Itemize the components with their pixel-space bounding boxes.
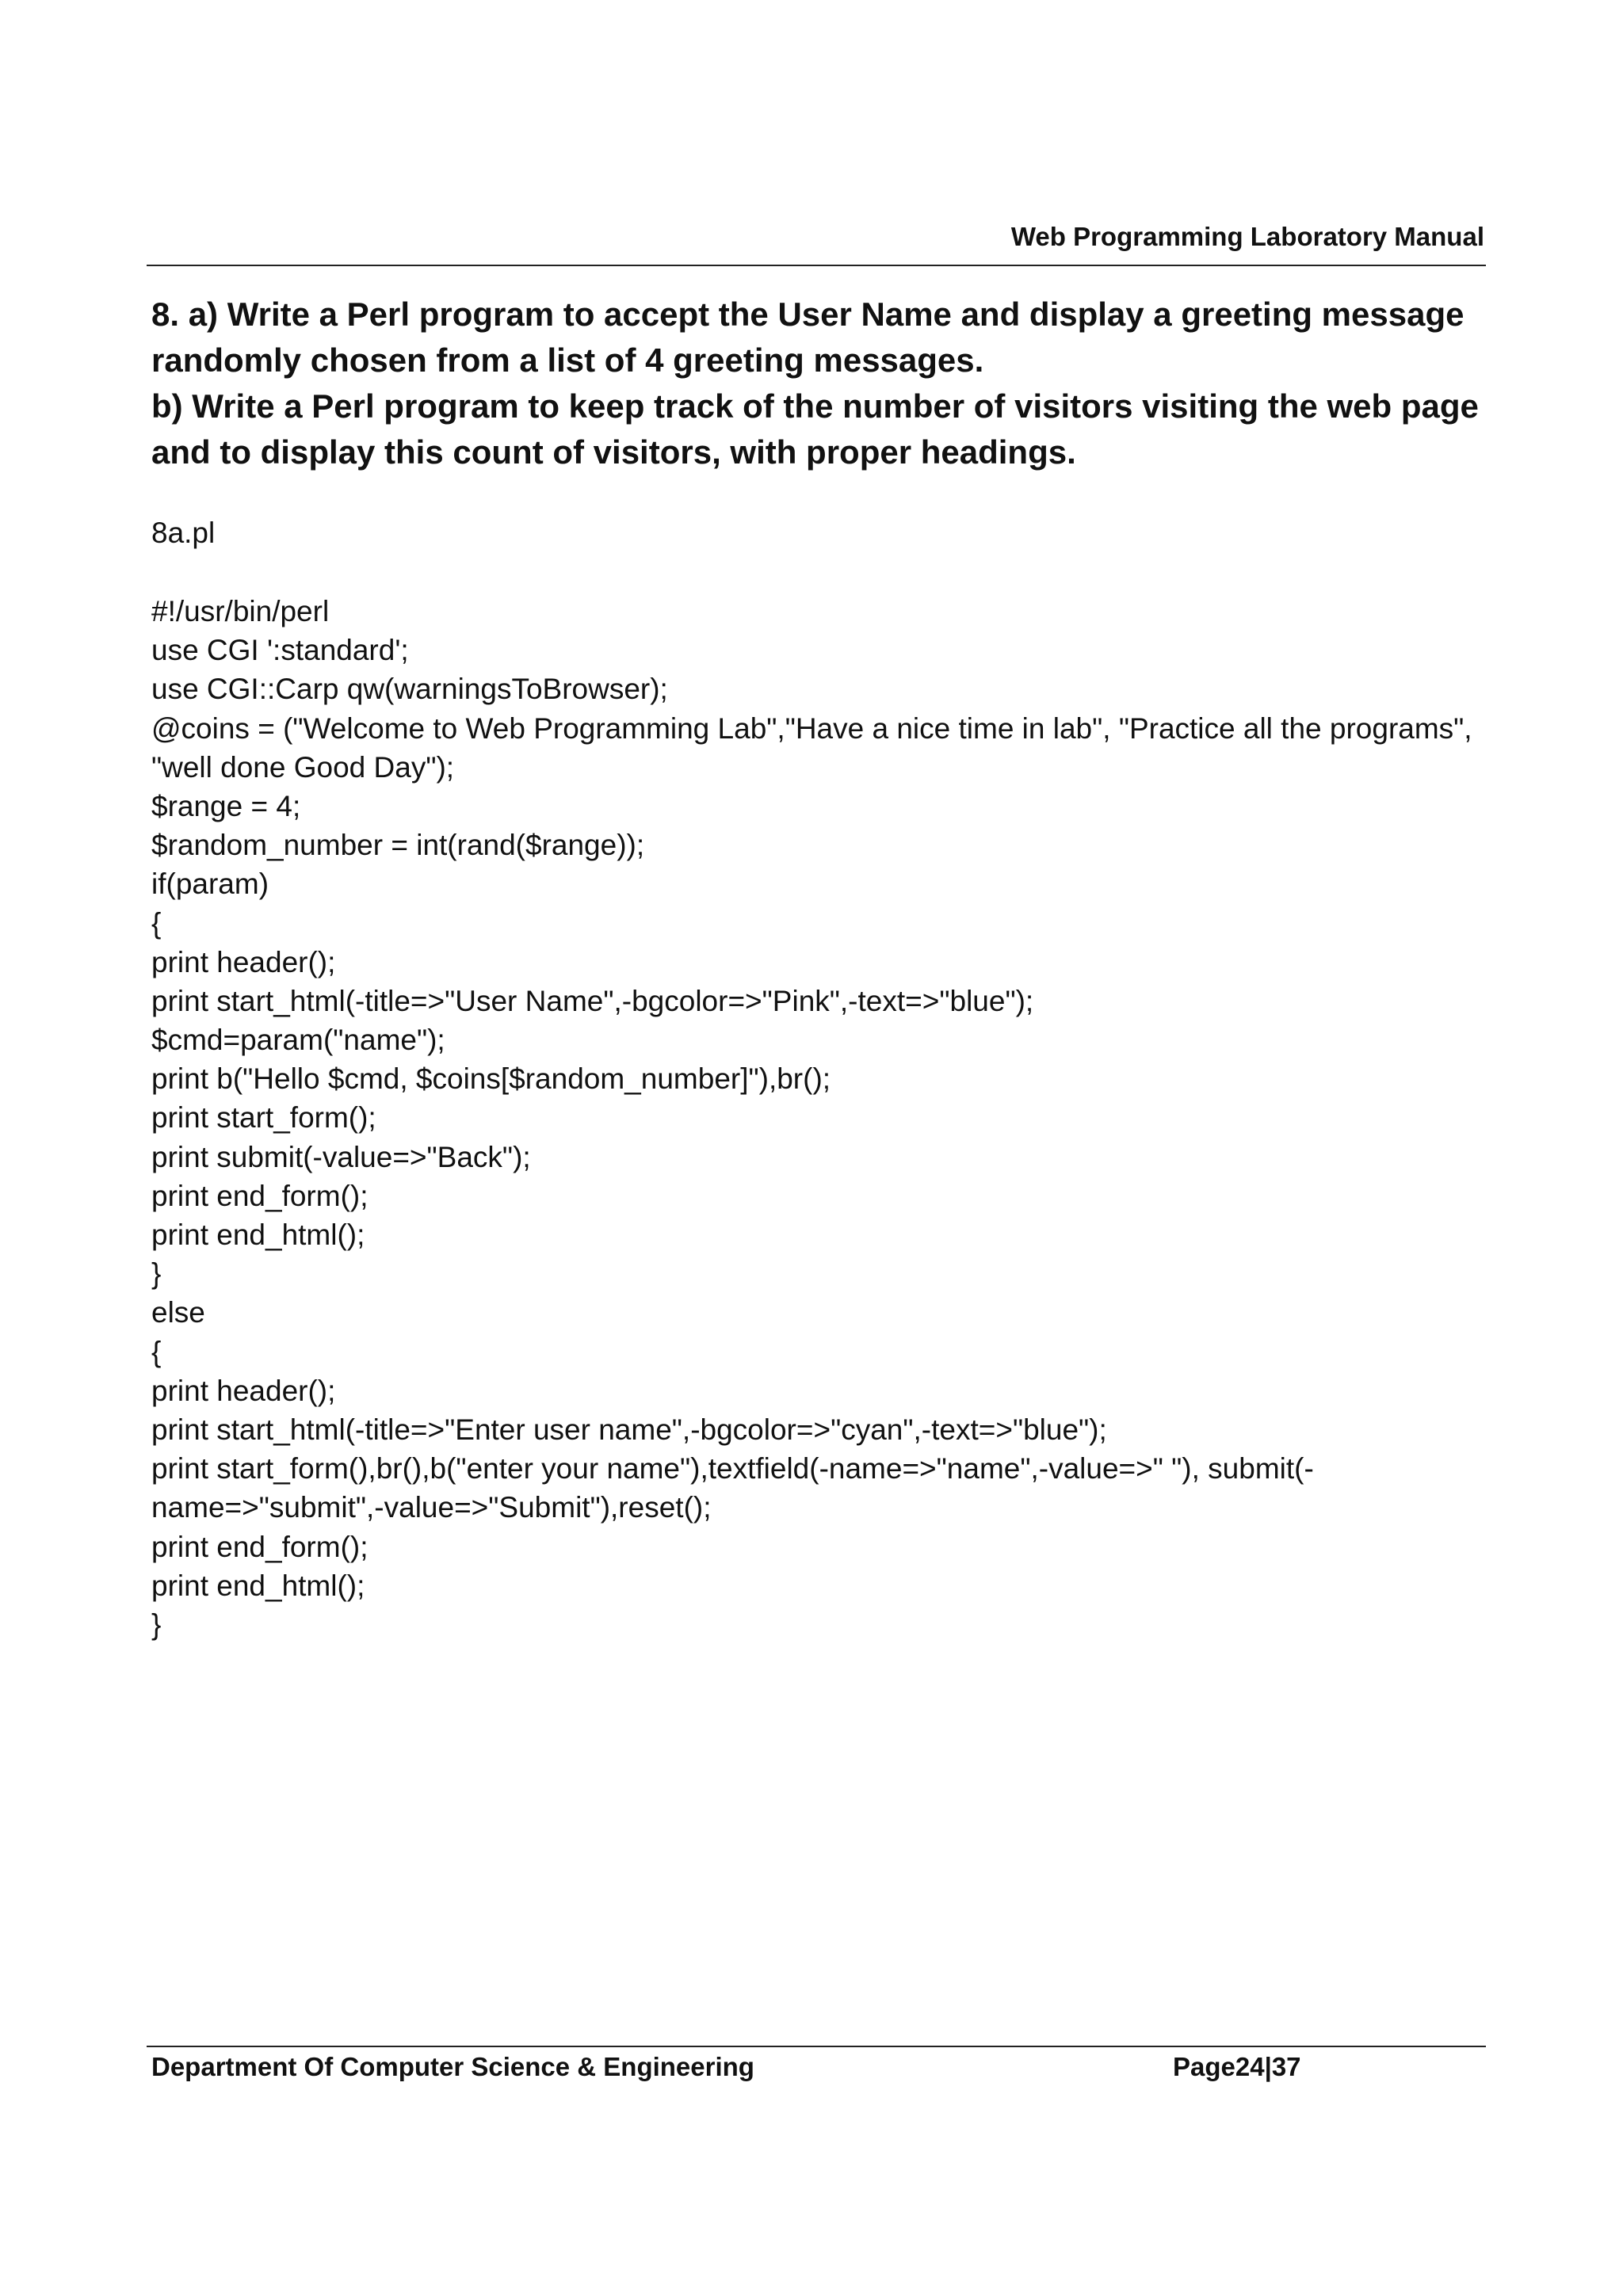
code-line: print end_form(); (151, 1179, 369, 1212)
code-line: @coins = ("Welcome to Web Programming Lab","Have a nice time in lab", "Practice all the programs", (151, 711, 1472, 745)
code-line: } (151, 1257, 162, 1291)
code-line: print header(); (151, 945, 336, 978)
code-line: use CGI ':standard'; (151, 634, 409, 667)
footer-department: Department Of Computer Science & Engineering (151, 2052, 754, 2081)
code-line: } (151, 1608, 162, 1641)
code-listing (151, 592, 1491, 1644)
code-line: print end_html(); (151, 1569, 365, 1602)
code-line: print end_html(); (151, 1219, 365, 1251)
code-line: print b("Hello $cmd, $coins[$random_number]"),br(); (151, 1062, 831, 1096)
footer-page-number: Page24|37 (1173, 2052, 1301, 2081)
code-line: { (151, 1335, 162, 1368)
code-line: print header(); (151, 1374, 336, 1407)
code-line: print submit(-value=>"Back"); (151, 1140, 531, 1173)
code-line: name=>"submit",-value=>"Submit"),reset(); (151, 1491, 712, 1524)
code-line: print start_html(-title=>"User Name",-bgcolor=>"Pink",-text=>"blue"); (151, 984, 1034, 1017)
code-line: print start_html(-title=>"Enter user name",-bgcolor=>"cyan",-text=>"blue"); (151, 1413, 1107, 1446)
code-line: $range = 4; (151, 789, 301, 822)
running-header-title: Web Programming Laboratory Manual (1010, 222, 1484, 251)
code-line: "well done Good Day"); (151, 750, 455, 784)
question-part-b: b) Write a Perl program to keep track of the number of visitors visiting the web page and to display this count of visitors, with proper headings. (151, 387, 1479, 471)
question-part-a: 8. a) Write a Perl program to accept the User Name and display a greeting message randomly chosen from a list of 4 greeting messages. (151, 296, 1465, 379)
footer-divider (147, 2046, 1486, 2047)
code-line: use CGI::Carp qw(warningsToBrowser); (151, 673, 668, 706)
code-line: else (151, 1296, 205, 1329)
code-line: $random_number = int(rand($range)); (151, 829, 645, 862)
code-line: print end_form(); (151, 1530, 369, 1563)
code-line: print start_form(); (151, 1101, 376, 1135)
program-filename: 8a.pl (151, 517, 216, 549)
code-line: { (151, 906, 162, 940)
header-divider (147, 265, 1486, 266)
code-line: $cmd=param("name"); (151, 1024, 445, 1057)
code-line: if(param) (151, 868, 269, 901)
code-line: print start_form(),br(),b("enter your name"),textfield(-name=>"name",-value=>" "), submit(- (151, 1452, 1314, 1486)
question-block (151, 292, 1491, 475)
code-line: #!/usr/bin/perl (151, 595, 330, 627)
